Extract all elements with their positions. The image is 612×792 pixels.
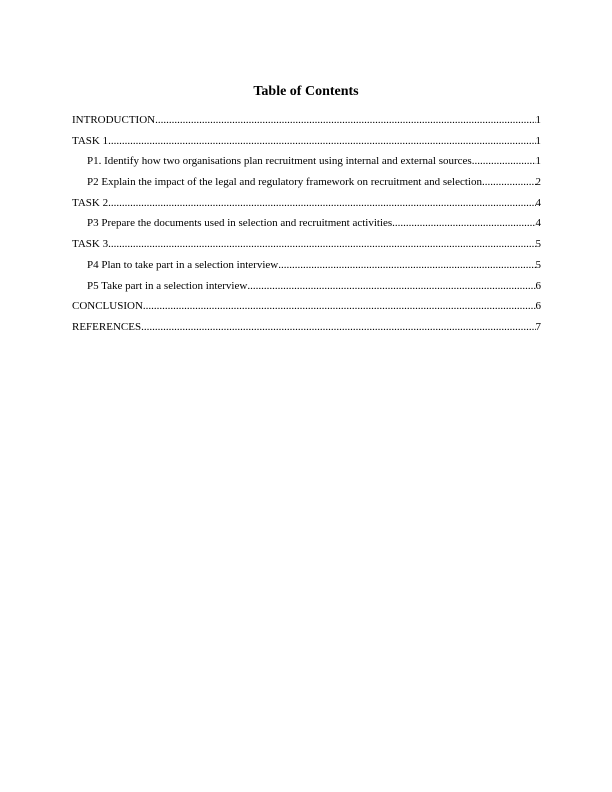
toc-entry-text: CONCLUSION	[72, 300, 143, 313]
toc-entry-text: P3 Prepare the documents used in selection and recruitment activities	[87, 217, 393, 230]
toc-page-number: 4	[535, 196, 541, 209]
toc-leader-dots	[155, 113, 535, 127]
toc-leader-dots	[108, 196, 535, 210]
toc-entry-task-2[interactable]	[72, 196, 541, 217]
toc-leader-dots	[392, 216, 535, 230]
toc-list	[72, 113, 541, 341]
toc-entry-text: P1. Identify how two organisations plan recruitment using internal and external sources	[87, 155, 472, 168]
toc-page-number: 1	[535, 114, 541, 126]
toc-page-number: 1	[535, 155, 541, 168]
toc-entry-p5[interactable]	[72, 279, 541, 300]
toc-page-number: 4	[535, 217, 541, 230]
toc-title: Table of Contents	[253, 84, 359, 99]
toc-entry-text: P4 Plan to take part in a selection interview	[87, 258, 279, 271]
toc-entry-p4[interactable]	[72, 258, 541, 279]
toc-page-number: 5	[535, 238, 541, 251]
toc-page-number: 5	[535, 258, 541, 271]
toc-leader-dots	[143, 299, 536, 313]
toc-entry-references[interactable]	[72, 320, 541, 341]
toc-leader-dots	[278, 258, 535, 272]
toc-entry-text: P2 Explain the impact of the legal and regulatory framework on recruitment and selection	[87, 176, 482, 189]
toc-page-number: 7	[535, 320, 541, 333]
toc-entry-task-3[interactable]	[72, 237, 541, 258]
toc-leader-dots	[247, 279, 535, 293]
toc-entry-p3[interactable]	[72, 216, 541, 237]
toc-page-number: 6	[535, 279, 541, 292]
toc-entry-text: TASK 2	[72, 196, 109, 209]
toc-entry-p1[interactable]	[72, 154, 541, 175]
toc-entry-conclusion[interactable]	[72, 299, 541, 320]
toc-leader-dots	[472, 154, 536, 168]
toc-leader-dots	[108, 237, 535, 251]
toc-page-number: 2	[535, 176, 541, 189]
toc-page-number: 1	[535, 134, 541, 147]
toc-entry-introduction[interactable]	[72, 113, 541, 134]
toc-page-number: 6	[535, 300, 541, 313]
toc-leader-dots	[141, 320, 535, 334]
toc-entry-text: REFERENCES	[72, 320, 142, 333]
toc-entry-text: TASK 1	[72, 134, 109, 147]
toc-leader-dots	[108, 134, 535, 148]
toc-entry-text: P5 Take part in a selection interview	[87, 279, 248, 292]
toc-entry-text: INTRODUCTION	[72, 114, 156, 126]
toc-entry-task-1[interactable]	[72, 134, 541, 155]
toc-entry-text: TASK 3	[72, 238, 109, 251]
toc-entry-p2[interactable]	[72, 175, 541, 196]
toc-leader-dots	[482, 175, 536, 189]
